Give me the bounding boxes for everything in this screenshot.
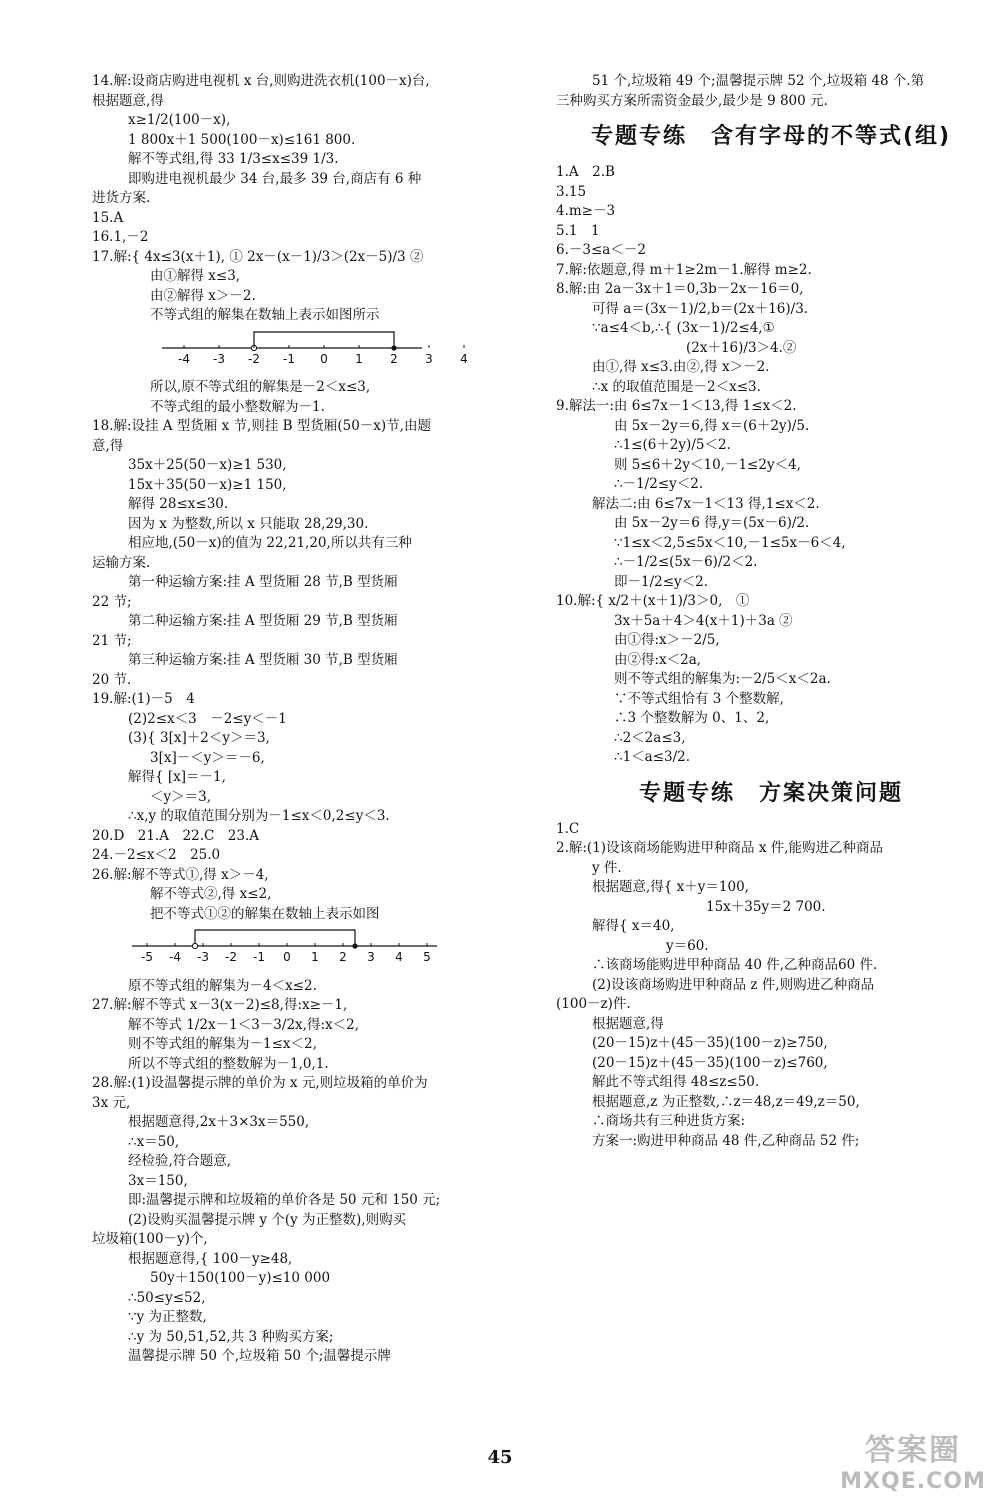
text-line: y＝60. (666, 937, 709, 954)
text-line: ∵a≤4＜b,∴{ (3x－1)/2≤4,① (592, 320, 775, 336)
text-line: 则不等式组的解集为:－2/5＜x＜2a. (614, 671, 831, 687)
tick-label: -5 (141, 950, 153, 964)
text-line: 运输方案. (92, 554, 151, 571)
text-line: ∴－1/2≤y＜2. (614, 476, 704, 492)
tick-label: 4 (460, 351, 468, 366)
text-line: 3x＋5a＋4＞4(x＋1)＋3a ② (614, 612, 793, 629)
number-line-figure-1 (132, 328, 468, 368)
text-line: 由①得:x＞－2/5, (614, 632, 720, 648)
text-line: 相应地,(50－x)的值为 22,21,20,所以共有三种 (128, 535, 412, 551)
text-line: 19.解:(1)－5 4 (92, 691, 195, 707)
text-line: 进货方案. (92, 190, 151, 206)
text-line: 解不等式②,得 x≤2, (150, 886, 272, 902)
tick-label: 1 (355, 351, 363, 366)
text-line: 根据题意,得 (92, 92, 164, 109)
text-line: 15x＋35y＝2 700. (706, 898, 826, 915)
text-line: 则不等式组的解集为－1≤x＜2, (128, 1036, 317, 1052)
text-line: 由①解得 x≤3, (150, 268, 241, 284)
text-line: 原不等式组的解集为－4＜x≤2. (128, 977, 317, 994)
text-line: ∵y 为正整数, (128, 1309, 207, 1325)
text-line: (2)2≤x＜3 －2≤y＜－1 (128, 710, 287, 727)
text-line: 50y＋150(100－y)≤10 000 (150, 1270, 331, 1286)
text-line: (2x＋16)/3＞4.② (686, 339, 797, 356)
text-line: 由②解得 x＞－2. (150, 287, 256, 304)
text-line: 26.解:解不等式①,得 x＞－4, (92, 866, 269, 883)
text-line: 8.解:由 2a－3x＋1＝0,3b－2x－16＝0, (556, 281, 804, 297)
text-line: 即－1/2≤y＜2. (614, 573, 709, 590)
solution-bracket (195, 930, 355, 946)
text-line: 经检验,符合题意, (128, 1153, 232, 1169)
text-line: ∵不等式组恰有 3 个整数解, (614, 690, 784, 707)
text-line: 根据题意得,2x＋3×3x＝550, (128, 1114, 310, 1130)
text-line: ∴商场共有三种进货方案: (592, 1113, 746, 1129)
text-line: ∴x 的取值范围是－2＜x≤3. (592, 378, 761, 395)
text-line: 可得 a＝(3x－1)/2,b＝(2x＋16)/3. (592, 300, 809, 317)
watermark-logo (838, 1433, 988, 1503)
text-line: 4.m≥－3 (556, 203, 616, 219)
text-line: ∴y 为 50,51,52,共 3 种购买方案; (128, 1328, 334, 1345)
text-line: 由②得:x＜2a, (614, 651, 702, 668)
text-line: 20.D 21.A 22.C 23.A (92, 827, 260, 844)
tick-label: -2 (248, 351, 260, 366)
text-line: 把不等式①②的解集在数轴上表示如图 (150, 905, 380, 922)
text-line: 不等式组的解集在数轴上表示如图所示 (150, 307, 380, 323)
text-line: 3x＝150, (128, 1172, 188, 1189)
tick-label: -1 (283, 351, 295, 366)
tick-label: 0 (320, 351, 328, 366)
open-endpoint (192, 943, 197, 948)
text-line: 1.A 2.B (556, 164, 615, 180)
text-line: ∴3 个整数解为 0、1、2, (614, 710, 770, 726)
watermark-text: 答案圈 (865, 1433, 961, 1468)
text-line: 由①,得 x≤3.由②,得 x＞－2. (592, 359, 770, 375)
text-line: 根据题意,得{ x＋y＝100, (592, 879, 749, 895)
text-line: 解不等式组,得 33 1/3≤x≤39 1/3. (128, 151, 339, 167)
text-line: 解此不等式组得 48≤z≤50. (592, 1074, 760, 1090)
text-line: ∴－1/2≤(5x－6)/2＜2. (614, 554, 758, 570)
text-line: 15.A (92, 209, 124, 226)
text-line: 5.1 1 (556, 222, 600, 239)
text-line: 即:温馨提示牌和垃圾箱的单价各是 50 元和 150 元; (128, 1192, 441, 1208)
text-line: 10.解:{ x/2＋(x＋1)/3＞0, ① (556, 593, 750, 609)
text-line: 2.解:(1)设该商场能购进甲种商品 x 件,能购进乙种商品 (556, 840, 884, 856)
tick-label: -4 (178, 351, 190, 366)
left-column (92, 72, 522, 1367)
text-line: 第三种运输方案:挂 A 型货厢 30 节,B 型货厢 (128, 652, 398, 668)
text-line: ∴该商场能购进甲种商品 40 件,乙种商品60 件. (592, 957, 878, 973)
text-line: 7.解:依题意,得 m＋1≥2m－1.解得 m≥2. (556, 261, 812, 278)
text-line: 方案一:购进甲种商品 48 件,乙种商品 52 件; (592, 1132, 860, 1149)
text-line: 温馨提示牌 50 个,垃圾箱 50 个;温馨提示牌 (128, 1348, 391, 1364)
tick-label: 4 (395, 950, 403, 964)
text-line: ∴x,y 的取值范围分别为－1≤x＜0,2≤y＜3. (128, 808, 390, 824)
tick-label: 2 (390, 351, 398, 366)
text-line: 由 5x－2y＝6,得 x＝(6＋2y)/5. (614, 417, 810, 434)
text-line: 15x＋35(50－x)≥1 150, (128, 476, 287, 493)
tick-label: -4 (169, 950, 181, 964)
text-line: ∴x＝50, (128, 1133, 180, 1150)
text-line: 3[x]－＜y＞＝－6, (150, 749, 265, 766)
text-line: 解得 28≤x≤30. (128, 496, 229, 512)
text-line: 因为 x 为整数,所以 x 只能取 28,29,30. (128, 515, 369, 532)
text-line: 27.解:解不等式 x－3(x－2)≤8,得:x≥－1, (92, 997, 348, 1013)
watermark-url: MXQE.COM (840, 1469, 986, 1494)
text-line: 解得{ [x]＝－1, (128, 769, 226, 785)
text-line: 16.1,－2 (92, 229, 149, 245)
tick-label: 1 (311, 950, 319, 964)
text-line: 第二种运输方案:挂 A 型货厢 29 节,B 型货厢 (128, 613, 398, 629)
text-line: 第一种运输方案:挂 A 型货厢 28 节,B 型货厢 (128, 574, 398, 590)
text-line: ∴1≤(6＋2y)/5＜2. (614, 437, 731, 453)
text-line: ∵1≤x＜2,5≤5x＜10,－1≤5x－6＜4, (614, 534, 846, 551)
text-line: 三种购买方案所需资金最少,最少是 9 800 元. (556, 92, 828, 109)
text-line: 由 5x－2y＝6 得,y＝(5x－6)/2. (614, 515, 810, 531)
section-heading-inequality: 专题专练 含有字母的不等式(组) (590, 124, 952, 149)
text-line: x≥1/2(100－x), (128, 112, 231, 128)
tick-label: -1 (253, 950, 265, 964)
closed-endpoint (352, 943, 357, 948)
tick-label: 3 (367, 950, 375, 964)
text-line: 6.－3≤a＜－2 (556, 242, 646, 258)
text-line: (20－15)z＋(45－35)(100－z)≥750, (592, 1035, 828, 1051)
number-line-figure-2 (122, 926, 442, 966)
page-number: 45 (487, 1447, 513, 1468)
text-line: 3x 元, (92, 1094, 131, 1111)
text-line: (20－15)z＋(45－35)(100－z)≤760, (592, 1054, 828, 1071)
text-line: 3.15 (556, 183, 587, 200)
text-line: 9.解法一:由 6≤7x－1＜13,得 1≤x＜2. (556, 398, 797, 414)
text-line: 解法二:由 6≤7x－1＜13 得,1≤x＜2. (592, 495, 820, 512)
text-line: ＜y＞＝3, (150, 788, 212, 805)
tick-label: -3 (197, 950, 209, 964)
text-line: 51 个,垃圾箱 49 个;温馨提示牌 52 个,垃圾箱 48 个.第 (592, 73, 925, 89)
text-line: 解不等式 1/2x－1＜3－3/2x,得:x＜2, (128, 1016, 359, 1033)
tick-label: -3 (213, 351, 225, 366)
tick-label: -2 (225, 950, 237, 964)
text-line: 则 5≤6＋2y＜10,－1≤2y＜4, (614, 456, 801, 473)
tick-label: 3 (425, 351, 433, 366)
text-line: 所以,原不等式组的解集是－2＜x≤3, (150, 379, 371, 395)
text-line: 24.－2≤x＜2 25.0 (92, 847, 221, 863)
text-line: 21 节; (92, 632, 132, 649)
text-line: 意,得 (92, 437, 124, 454)
text-line: 35x＋25(50－x)≥1 530, (128, 457, 287, 473)
section-heading-decision: 专题专练 方案决策问题 (638, 780, 903, 806)
text-line: 解得{ x＝40, (592, 918, 675, 934)
text-line: 22 节; (92, 593, 132, 610)
text-line: ∴1＜a≤3/2. (614, 749, 691, 765)
tick-label: 5 (423, 950, 431, 964)
text-line: 所以不等式组的整数解为－1,0,1. (128, 1055, 329, 1072)
text-line: 1.C (556, 820, 580, 837)
tick-label: 0 (283, 950, 291, 964)
text-line: ∴50≤y≤52, (128, 1289, 206, 1306)
text-line: 垃圾箱(100－y)个, (92, 1231, 208, 1247)
text-line: (2)设购买温馨提示牌 y 个(y 为正整数),则购买 (128, 1211, 407, 1228)
text-line: (100－z)件. (556, 996, 631, 1012)
text-line: 即购进电视机最少 34 台,最多 39 台,商店有 6 种 (128, 170, 422, 187)
text-line: 28.解:(1)设温馨提示牌的单价为 x 元,则垃圾箱的单价为 (92, 1075, 428, 1091)
text-line: 17.解:{ 4x≤3(x＋1), ① 2x－(x－1)/3＞(2x－5)/3 ② (92, 248, 424, 265)
tick-label: 2 (339, 950, 347, 964)
text-line: (3){ 3[x]＋2＜y＞＝3, (128, 730, 270, 746)
right-column (556, 72, 986, 1151)
text-line: 1 800x＋1 500(100－x)≤161 800. (128, 131, 356, 148)
text-line: 14.解:设商店购进电视机 x 台,则购进洗衣机(100－x)台, (92, 73, 430, 89)
text-line: 不等式组的最小整数解为－1. (150, 398, 325, 415)
text-line: 20 节. (92, 671, 132, 688)
text-line: 根据题意,z 为正整数,∴z＝48,z＝49,z＝50, (592, 1093, 860, 1110)
text-line: y 件. (592, 859, 622, 876)
text-line: 根据题意得,{ 100－y≥48, (128, 1250, 293, 1267)
text-line: 根据题意,得 (592, 1015, 664, 1032)
text-line: ∴2＜2a≤3, (614, 729, 686, 746)
text-line: (2)设该商场购进甲种商品 z 件,则购进乙种商品 (592, 976, 875, 993)
text-line: 18.解:设挂 A 型货厢 x 节,则挂 B 型货厢(50－x)节,由题 (92, 418, 431, 434)
